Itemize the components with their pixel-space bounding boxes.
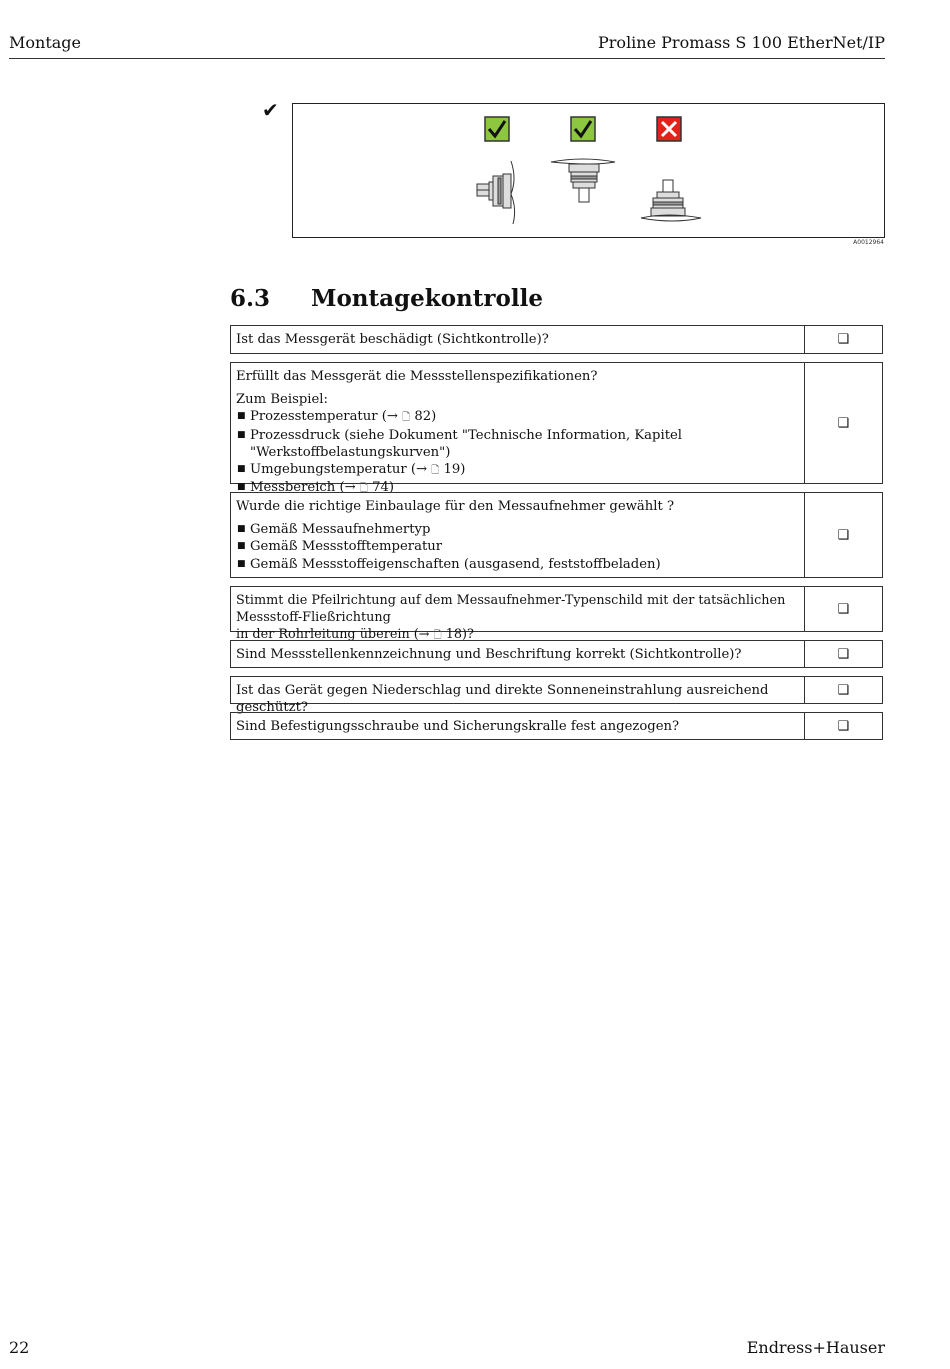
footer-brand: Endress+Hauser bbox=[746, 1338, 885, 1357]
section-number: 6.3 bbox=[230, 285, 271, 312]
checklist-question: Erfüllt das Messgerät die Messstellenspezifikationen? Zum Beispiel: ■ Prozesstemperatur (→ 🗋 82) ■ Prozessdruck (siehe Dokument "Technische Information, Kapitel "Werkstoffbelastungskurven") ■ Umgebungstemperatur (→ 🗋 19) ■ Messbereich (→ 🗋 74) bbox=[231, 363, 805, 483]
checklist-row bbox=[230, 586, 883, 643]
sensor-wall-mount-drawing bbox=[477, 161, 515, 224]
check-green-icon bbox=[571, 117, 595, 141]
list-item: ■ Gemäß Messaufnehmertyp bbox=[236, 521, 799, 538]
checklist-question: Ist das Gerät gegen Niederschlag und direkte Sonneneinstrahlung ausreichend geschützt? bbox=[231, 677, 805, 703]
section-title: Montagekontrolle bbox=[311, 285, 543, 312]
checkbox[interactable]: ❑ bbox=[837, 527, 850, 543]
check-green-icon bbox=[485, 117, 509, 141]
example-intro: Zum Beispiel: bbox=[236, 392, 328, 408]
checkbox[interactable]: ❑ bbox=[837, 332, 850, 347]
list-item: ■ Umgebungstemperatur (→ 🗋 19) bbox=[236, 461, 799, 479]
checkbox[interactable]: ❑ bbox=[837, 718, 850, 734]
list-item: ■ Prozessdruck (siehe Dokument "Technische Information, Kapitel "Werkstoffbelastungskurven") bbox=[236, 427, 799, 461]
check-mark-icon: ✔ bbox=[262, 98, 279, 122]
document-page-icon: 🗋 bbox=[402, 412, 411, 424]
checkbox[interactable]: ❑ bbox=[837, 682, 850, 698]
mounting-figure bbox=[292, 103, 885, 238]
list-item: ■ Gemäß Messstofftemperatur bbox=[236, 538, 799, 555]
checklist-question: Wurde die richtige Einbaulage für den Messaufnehmer gewählt ? ■ Gemäß Messaufnehmertyp ■ Gemäß Messstofftemperatur ■ Gemäß Messstoffeigenschaften (ausgasend, feststoffbeladen) bbox=[231, 493, 805, 577]
checklist-row bbox=[230, 640, 883, 668]
figure-id: A0012964 bbox=[853, 239, 884, 246]
checklist-row bbox=[230, 712, 883, 740]
checkbox[interactable]: ❑ bbox=[837, 415, 850, 431]
header-rule bbox=[9, 58, 885, 59]
cross-red-icon bbox=[657, 117, 681, 141]
document-page-icon: 🗋 bbox=[359, 483, 368, 495]
list-item: ■ Prozesstemperatur (→ 🗋 82) bbox=[236, 408, 799, 426]
section-heading bbox=[230, 285, 543, 312]
sensor-floor-mount-drawing bbox=[641, 180, 701, 221]
checklist-row bbox=[230, 362, 883, 496]
page-number: 22 bbox=[9, 1338, 30, 1357]
checklist-question: Sind Messstellenkennzeichnung und Beschriftung korrekt (Sichtkontrolle)? bbox=[231, 641, 805, 667]
header-chapter: Montage bbox=[9, 33, 81, 52]
list-item: ■ Messbereich (→ 🗋 74) bbox=[236, 479, 799, 497]
checklist-row bbox=[230, 325, 883, 354]
checklist-question: Ist das Messgerät beschädigt (Sichtkontrolle)? bbox=[231, 326, 805, 353]
sensor-ceiling-mount-drawing bbox=[551, 159, 615, 202]
checkbox[interactable]: ❑ bbox=[837, 646, 850, 662]
checklist-row bbox=[230, 676, 883, 716]
header-product: Proline Promass S 100 EtherNet/IP bbox=[598, 33, 885, 52]
checklist-question: Sind Befestigungsschraube und Sicherungskralle fest angezogen? bbox=[231, 713, 805, 739]
checklist-row bbox=[230, 492, 883, 578]
checklist-question: Stimmt die Pfeilrichtung auf dem Messaufnehmer-Typenschild mit der tatsächlichen Messstoff-Fließrichtung in der Rohrleitung überein (→ 🗋 18)? bbox=[231, 587, 805, 631]
document-page-icon: 🗋 bbox=[431, 465, 440, 477]
checkbox[interactable]: ❑ bbox=[837, 601, 850, 617]
list-item: ■ Gemäß Messstoffeigenschaften (ausgasend, feststoffbeladen) bbox=[236, 556, 799, 573]
document-page-icon: 🗋 bbox=[433, 630, 442, 642]
